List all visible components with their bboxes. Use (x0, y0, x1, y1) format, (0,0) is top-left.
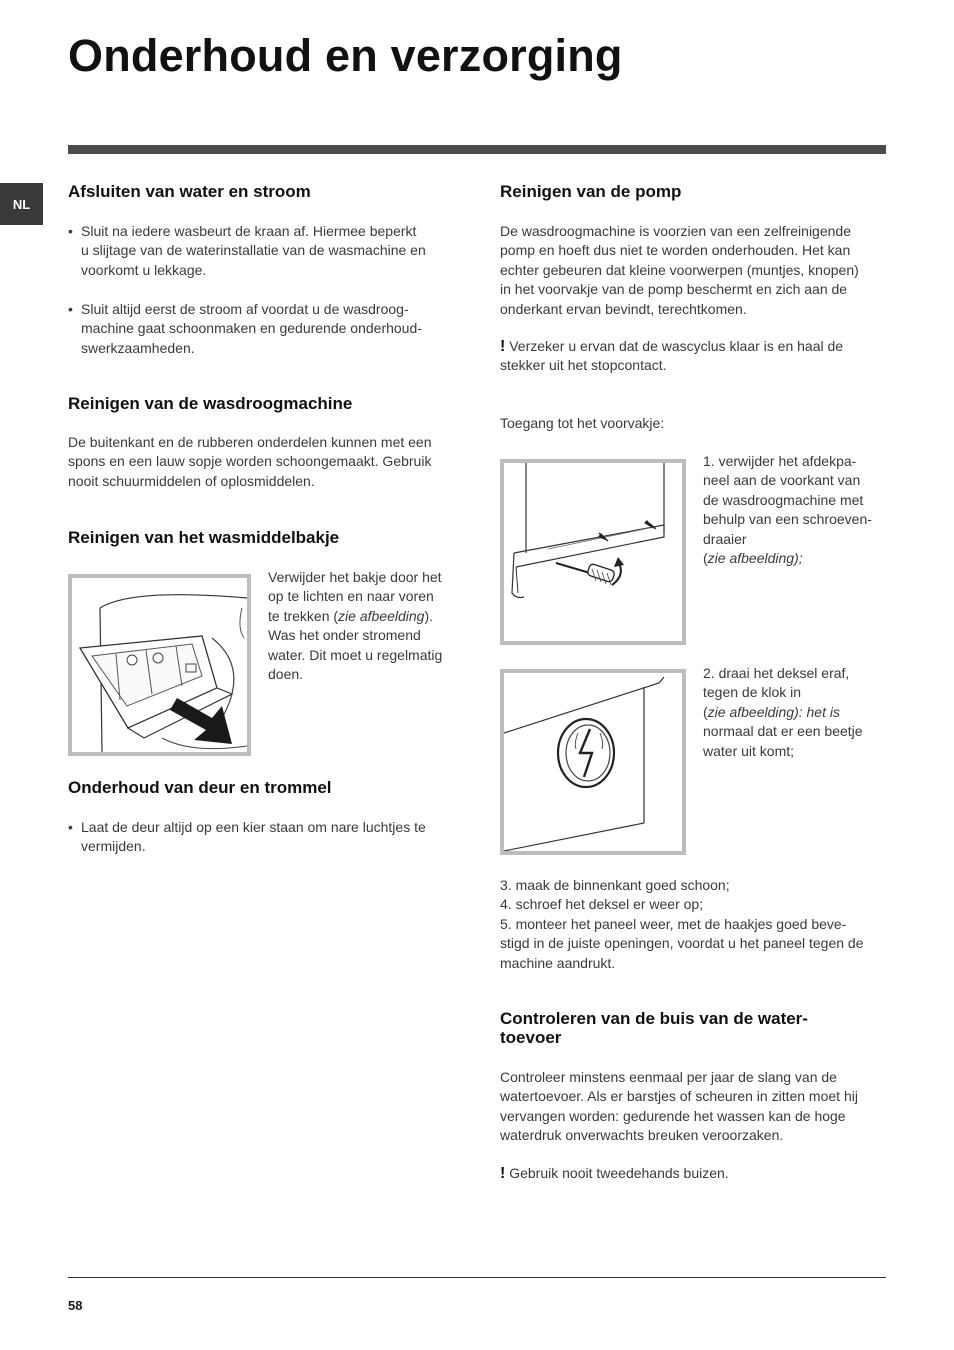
heading-water-hose: Controleren van de buis van de water- toevoer (500, 1009, 808, 1047)
paragraph-clean-machine: De buitenkant en de rubberen onderdelen kunnen met een spons en een lauw sopje worden schoongemaakt. Gebruik nooit schuurmiddelen of oplosmiddelen. (68, 434, 432, 489)
heading-detergent-drawer: Reinigen van het wasmiddelbakje (68, 528, 340, 547)
access-label: Toegang tot het voorvakje: (500, 415, 665, 431)
warning-unplug: ! Verzeker u ervan dat de wascyclus klaar is en haal de stekker uit het stopcontact. (500, 338, 844, 374)
header-rule (68, 145, 886, 154)
steps-3-5: 3. maak de binnenkant goed schoon; 4. schroef het deksel er weer op; 5. monteer het paneel weer, met de haakjes goed beve- stigd in de juiste openingen, voordat u het paneel tegen de machine aandrukt. (500, 877, 864, 971)
bullet-door: • Laat de deur altijd op een kier staan om nare luchtjes te vermijden. (68, 819, 426, 855)
heading-water-power: Afsluiten van water en stroom (68, 182, 311, 201)
bullet-tap: • Sluit na iedere wasbeurt de kraan af. Hiermee beperkt u slijtage van de waterinstallatie van de wasmachine en voorkomt u lekkage. (68, 223, 426, 278)
bullet-power: • Sluit altijd eerst de stroom af voordat u de wasdroog- machine gaat schoonmaken en gedurende onderhoud- swerkzaamheden. (68, 301, 422, 356)
page-title: Onderhoud en verzorging (68, 30, 623, 81)
heading-pump: Reinigen van de pomp (500, 182, 682, 201)
step-1-text: 1. verwijder het afdekpa- neel aan de voorkant van de wasdroogmachine met behulp van een schroeven- draaier (zie afbeelding); (703, 453, 872, 567)
footer-rule (68, 1277, 886, 1278)
paragraph-detergent-drawer: Verwijder het bakje door het op te lichten en naar voren te trekken (zie afbeelding). Was het onder stromend water. Dit moet u regelmatig doen. (268, 569, 443, 683)
heading-clean-machine: Reinigen van de wasdroogmachine (68, 394, 353, 413)
warning-hoses: ! Gebruik nooit tweedehands buizen. (500, 1165, 729, 1182)
warning-icon: ! (500, 1165, 506, 1182)
paragraph-water-hose: Controleer minstens eenmaal per jaar de slang van de watertoevoer. Als er barstjes of scheuren in zitten moet hij vervangen worden: gedurende het wassen kan de hoge waterdruk onverwachts breuken veroorzaken. (500, 1069, 858, 1144)
pump-cover-illustration (500, 669, 686, 855)
step-2-text: 2. draai het deksel eraf, tegen de klok in (zie afbeelding): het is normaal dat er een beetje water uit komt; (703, 665, 863, 759)
remove-panel-illustration (500, 459, 686, 645)
warning-icon: ! (500, 338, 506, 355)
paragraph-pump: De wasdroogmachine is voorzien van een zelfreinigende pomp en hoeft dus niet te worden onderhouden. Het kan echter gebeuren dat kleine voorwerpen (muntjes, knopen) in het voorvakje van de pomp beschermt en zich aan de onderkant ervan bevindt, terechtkomen. (500, 223, 859, 317)
detergent-drawer-illustration (68, 574, 251, 756)
language-tab: NL (0, 183, 43, 225)
page-number: 58 (68, 1298, 83, 1313)
heading-door-drum: Onderhoud van deur en trommel (68, 778, 332, 797)
